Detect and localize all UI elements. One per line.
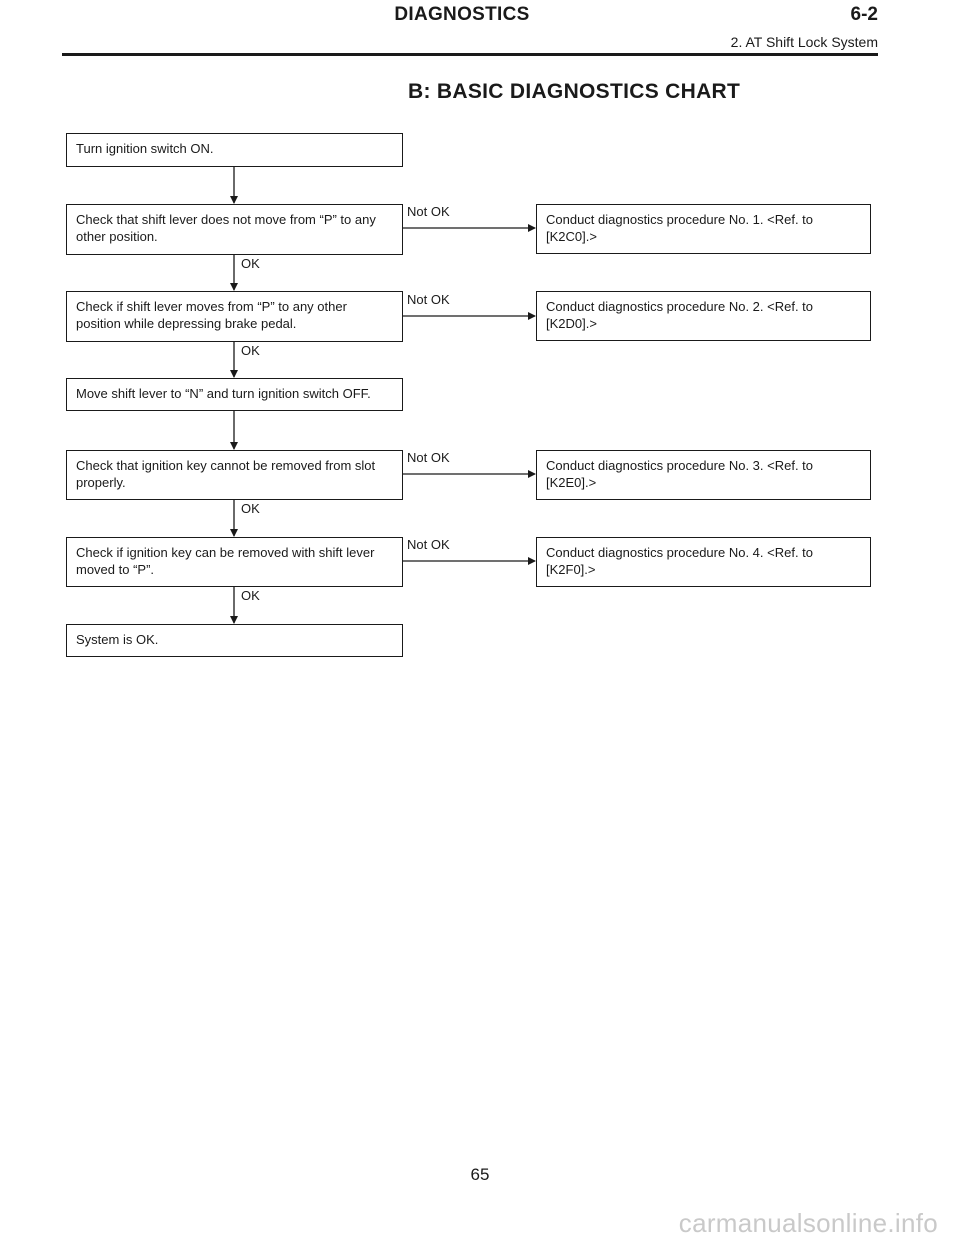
step-box-3: Check if shift lever moves from “P” to any other position while depressing brake pedal. [66,291,403,342]
not-ok-label: Not OK [407,537,450,552]
step-box-4: Move shift lever to “N” and turn ignition switch OFF. [66,378,403,411]
page-number: 65 [470,1165,490,1184]
step-box-2: Check that shift lever does not move from “P” to any other position. [66,204,403,255]
step-box-1: Turn ignition switch ON. [66,133,403,167]
result-box-4: Conduct diagnostics procedure No. 4. <Ref. to [K2F0].> [536,537,871,587]
ok-label: OK [241,256,260,271]
step-box-7: System is OK. [66,624,403,657]
ok-label: OK [241,588,260,603]
step-box-6: Check if ignition key can be removed with shift lever moved to “P”. [66,537,403,587]
header-section: DIAGNOSTICS [394,4,530,25]
page-title: B: BASIC DIAGNOSTICS CHART [408,80,741,103]
ok-label: OK [241,501,260,516]
header-subsection: 2. AT Shift Lock System [730,34,878,50]
result-box-2: Conduct diagnostics procedure No. 2. <Ref. to [K2D0].> [536,291,871,341]
not-ok-label: Not OK [407,292,450,307]
header-code: 6-2 [850,4,878,25]
result-box-1: Conduct diagnostics procedure No. 1. <Ref. to [K2C0].> [536,204,871,254]
not-ok-label: Not OK [407,204,450,219]
step-box-5: Check that ignition key cannot be removed from slot properly. [66,450,403,500]
result-box-3: Conduct diagnostics procedure No. 3. <Ref. to [K2E0].> [536,450,871,500]
watermark: carmanualsonline.info [678,1208,938,1238]
not-ok-label: Not OK [407,450,450,465]
ok-label: OK [241,343,260,358]
